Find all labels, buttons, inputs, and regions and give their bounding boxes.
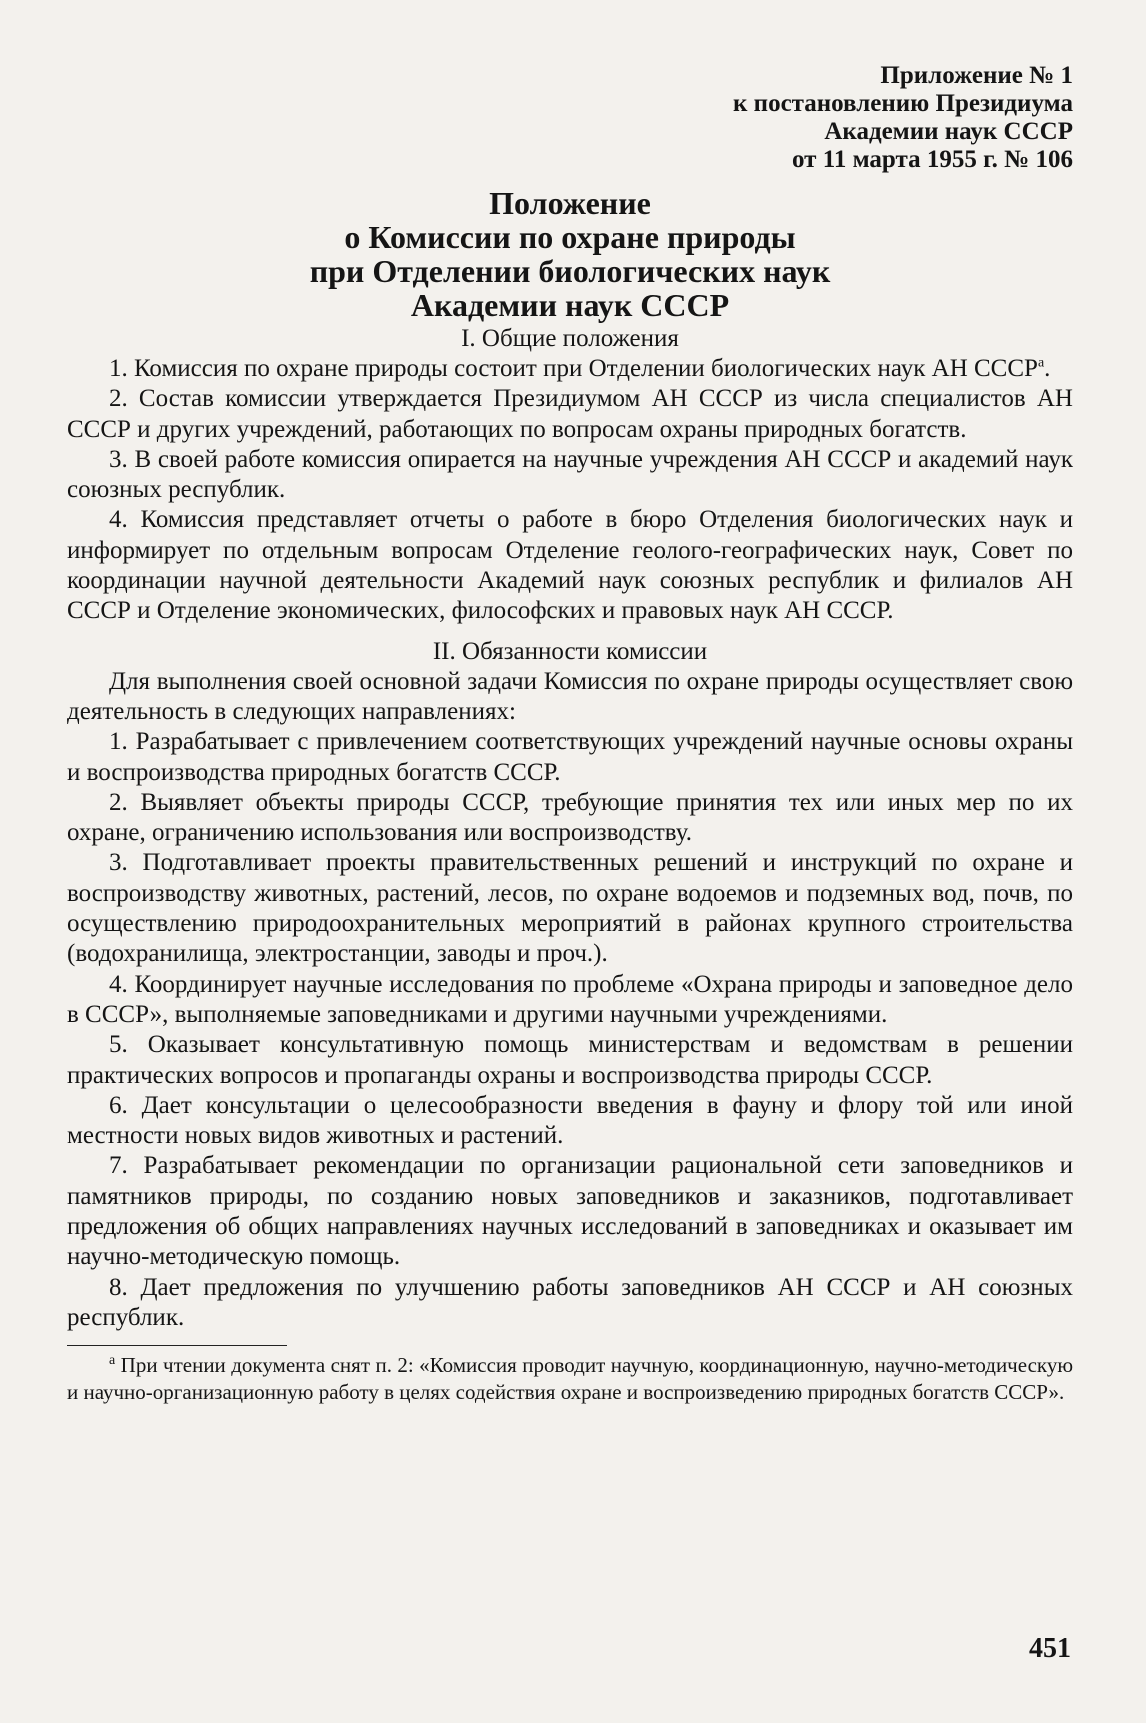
page-number: 451: [1029, 1633, 1071, 1664]
section2-item-2: 2. Выявляет объекты природы СССР, требующие принятия тех или иных мер по их охране, ограничению использования или воспроизводству.: [67, 788, 1073, 847]
section2-item-5: 5. Оказывает консультативную помощь министерствам и ведомствам в решении практических вопросов и пропаганды охраны и воспроизводства природы СССР.: [67, 1031, 1073, 1089]
section-heading-duties: II. Обязанности комиссии: [432, 637, 708, 665]
title-line: Академии наук СССР: [410, 287, 730, 323]
appendix-line: Академии наук СССР: [824, 118, 1073, 145]
section2-intro: Для выполнения своей основной задачи Комиссия по охране природы осуществляет свою деятельность в следующих направлениях:: [67, 667, 1073, 725]
appendix-line: к постановлению Президиума: [733, 90, 1073, 117]
footnote-text: При чтении документа снят п. 2: «Комиссия проводит научную, координационную, научно-методическую и научно-организационную работу в целях содействия охране и воспроизведению природных богатств СССР».: [67, 1353, 1074, 1405]
appendix-line: Приложение № 1: [880, 62, 1073, 89]
section2-item-4: 4. Координирует научные исследования по проблеме «Охрана природы и заповедное дело в СССР», выполняемые заповедниками и другими научными учреждениями.: [67, 970, 1073, 1028]
section1-item-3: 3. В своей работе комиссия опирается на научные учреждения АН СССР и академий наук союзных республик.: [67, 445, 1073, 504]
section2-item-7: 7. Разрабатывает рекомендации по организации рациональной сети заповедников и памятников природы, по созданию новых заповедников и заказников, подготавливает предложения об общих направлениях научных исследований в заповедниках и оказывает им научно-методическую помощь.: [67, 1152, 1073, 1271]
footnote-reference: а: [1037, 355, 1045, 371]
section2-item-1: 1. Разрабатывает с привлечением соответствующих учреждений научные основы охраны и воспроизводства природных богатств СССР.: [67, 728, 1073, 786]
footnote: [67, 1352, 1073, 1406]
document-title: [67, 186, 1073, 322]
section2-item-8: 8. Дает предложения по улучшению работы заповедников АН СССР и АН союзных республик.: [67, 1273, 1073, 1331]
section2-item-6: 6. Дает консультации о целесообразности введения в фауну и флору той или иной местности новых видов животных и растений.: [67, 1091, 1073, 1150]
section2-item-3: 3. Подготавливает проекты правительственных решений и инструкций по охране и воспроизводству животных, растений, лесов, по охране водоемов и подземных вод, почв, по осуществлению природоохранительных мероприятий в районах крупного строительства (водохранилища, электростанции, заводы и проч.).: [67, 849, 1073, 968]
title-line: при Отделении биологических наук: [309, 253, 831, 289]
section1-item-4: 4. Комиссия представляет отчеты о работе в бюро Отделения биологических наук и информирует по отдельным вопросам Отделение геолого-географических наук, Совет по координации научной деятельности Академий наук союзных республик и филиалов АН СССР и Отделение экономических, философских и правовых наук АН СССР.: [67, 506, 1073, 625]
section1-item-1-text: 1. Комиссия по охране природы состоит при Отделении биологических наук АН СССР: [109, 355, 1038, 382]
appendix-line: от 11 марта 1955 г. № 106: [792, 146, 1073, 173]
footnote-divider: [67, 1345, 287, 1346]
title-line: Положение: [489, 185, 651, 221]
section1-item-2: 2. Состав комиссии утверждается Президиумом АН СССР из числа специалистов АН СССР и других учреждений, работающих по вопросам охраны природных богатств.: [67, 385, 1073, 443]
footnote-mark: а: [109, 1353, 116, 1369]
title-line: о Комиссии по охране природы: [344, 219, 796, 255]
page-content: [67, 62, 1073, 1406]
appendix-header: [67, 62, 1073, 174]
section1-item-1: 1. Комиссия по охране природы состоит при Отделении биологических наук АН $СССР^а$.: [109, 355, 1051, 382]
section-heading-general: I. Общие положения: [461, 325, 679, 352]
